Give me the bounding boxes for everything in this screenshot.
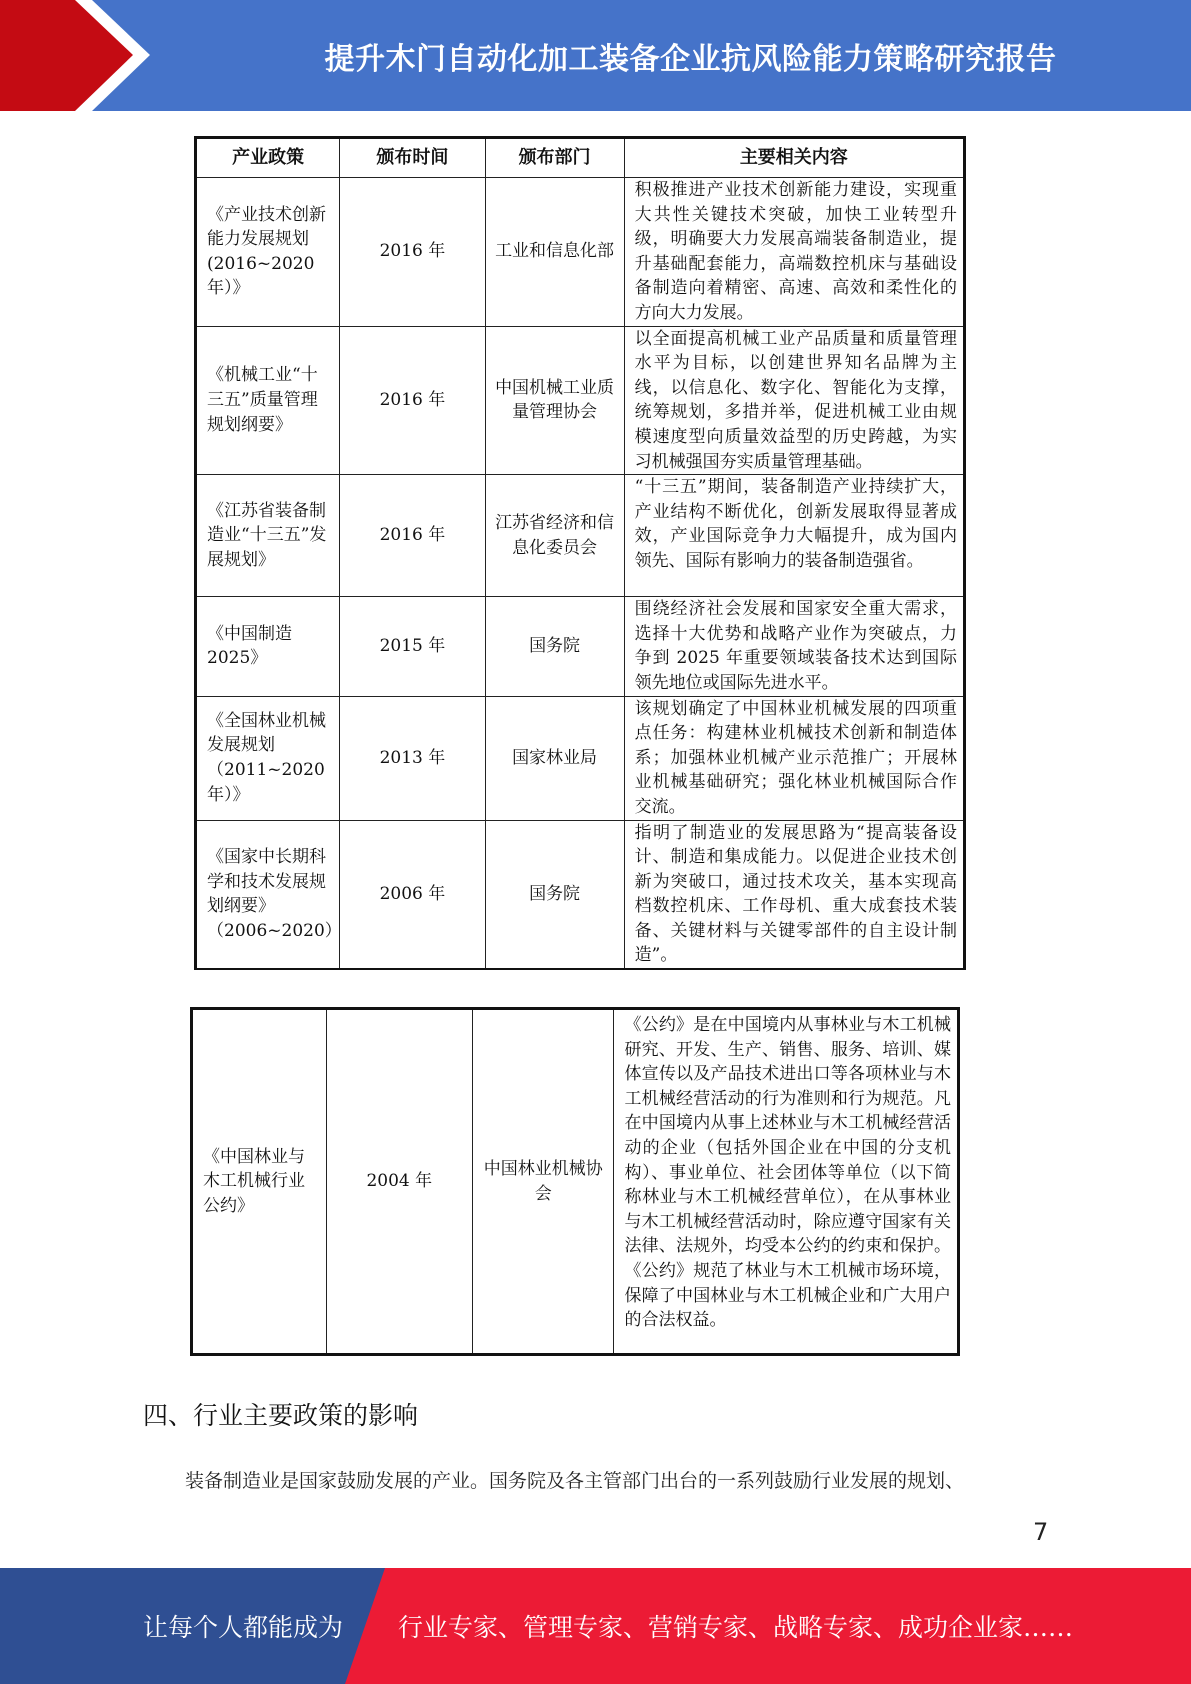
policy-name: 《中国制造2025》 xyxy=(196,597,340,696)
table-header-row xyxy=(196,138,965,178)
policy-content: 指明了制造业的发展思路为“提高装备设计、制造和集成能力。以促进企业技术创新为突破口，通过技术攻关，基本实现高档数控机床、工作母机、重大成套技术装备、关键材料与关键零部件的自主设计制造”。 xyxy=(624,820,964,969)
policy-year: 2016 年 xyxy=(340,326,485,475)
policy-year: 2015 年 xyxy=(340,597,485,696)
policy-name: 《国家中长期科学和技术发展规划纲要》（2006~2020） xyxy=(196,820,340,969)
section-heading: 四、行业主要政策的影响 xyxy=(143,1401,419,1430)
policy-table-continued xyxy=(190,1007,960,1356)
policy-dept: 中国机械工业质量管理协会 xyxy=(485,326,624,475)
policy-content: “十三五”期间，装备制造产业持续扩大，产业结构不断优化，创新发展取得显著成效，产业国际竞争力大幅提升，成为国内领先、国际有影响力的装备制造强省。 xyxy=(624,475,964,597)
table-row xyxy=(196,326,965,475)
table-row xyxy=(196,696,965,820)
footer-slogan-left: 让每个人都能成为 xyxy=(143,1613,344,1642)
body-paragraph: 装备制造业是国家鼓励发展的产业。国务院及各主管部门出台的一系列鼓励行业发展的规划、 xyxy=(185,1470,965,1492)
table-row xyxy=(196,597,965,696)
policy-year: 2016 年 xyxy=(340,178,485,327)
column-header-dept: 颁布部门 xyxy=(485,138,624,178)
policy-dept: 中国林业机械协会 xyxy=(473,1009,614,1355)
page-footer xyxy=(0,1568,1191,1684)
page-number: 7 xyxy=(1033,1518,1049,1546)
policy-table xyxy=(194,136,966,970)
policy-content: 该规划确定了中国林业机械发展的四项重点任务：构建林业机械技术创新和制造体系；加强林业机械产业示范推广；开展林业机械基础研究；强化林业机械国际合作交流。 xyxy=(624,696,964,820)
policy-name: 《江苏省装备制造业“十三五”发展规划》 xyxy=(196,475,340,597)
policy-name: 《产业技术创新能力发展规划(2016~2020年）》 xyxy=(196,178,340,327)
column-header-policy: 产业政策 xyxy=(196,138,340,178)
table-row xyxy=(196,820,965,969)
footer-slogan-right: 行业专家、管理专家、营销专家、战略专家、成功企业家…… xyxy=(398,1613,1074,1642)
policy-name: 《机械工业“十三五”质量管理规划纲要》 xyxy=(196,326,340,475)
table-row xyxy=(196,178,965,327)
column-header-year: 颁布时间 xyxy=(340,138,485,178)
policy-name: 《中国林业与木工机械行业公约》 xyxy=(192,1009,327,1355)
page-header xyxy=(0,0,1191,111)
policy-dept: 国家林业局 xyxy=(485,696,624,820)
policy-dept: 国务院 xyxy=(485,820,624,969)
table-row xyxy=(196,475,965,597)
table-row xyxy=(192,1009,959,1355)
column-header-content: 主要相关内容 xyxy=(624,138,964,178)
policy-dept: 工业和信息化部 xyxy=(485,178,624,327)
policy-dept: 国务院 xyxy=(485,597,624,696)
policy-year: 2016 年 xyxy=(340,475,485,597)
policy-year: 2004 年 xyxy=(326,1009,472,1355)
policy-dept: 江苏省经济和信息化委员会 xyxy=(485,475,624,597)
policy-content: 积极推进产业技术创新能力建设，实现重大共性关键技术突破，加快工业转型升级，明确要大力发展高端装备制造业，提升基础配套能力，高端数控机床与基础设备制造向着精密、高速、高效和柔性化的方向大力发展。 xyxy=(624,178,964,327)
policy-name: 《全国林业机械发展规划（2011~2020年）》 xyxy=(196,696,340,820)
policy-year: 2006 年 xyxy=(340,820,485,969)
policy-year: 2013 年 xyxy=(340,696,485,820)
policy-content: 围绕经济社会发展和国家安全重大需求，选择十大优势和战略产业作为突破点，力争到 2025 年重要领域装备技术达到国际领先地位或国际先进水平。 xyxy=(624,597,964,696)
report-title: 提升木门自动化加工装备企业抗风险能力策略研究报告 xyxy=(324,41,1057,77)
policy-content: 《公约》是在中国境内从事林业与木工机械研究、开发、生产、销售、服务、培训、媒体宣传以及产品技术进出口等各项林业与木工机械经营活动的行为准则和行为规范。凡在中国境内从事上述林业与木工机械经营活动的企业（包括外国企业在中国的分支机构）、事业单位、社会团体等单位（以下简称林业与木工机械经营单位），在从事林业与木工机械经营活动时，除应遵守国家有关法律、法规外，均受本公约的约束和保护。《公约》规范了林业与木工机械市场环境，保障了中国林业与木工机械企业和广大用户的合法权益。 xyxy=(614,1009,959,1355)
policy-content: 以全面提高机械工业产品质量和质量管理水平为目标，以创建世界知名品牌为主线，以信息化、数字化、智能化为支撑，统筹规划，多措并举，促进机械工业由规模速度型向质量效益型的历史跨越，为实习机械强国夯实质量管理基础。 xyxy=(624,326,964,475)
